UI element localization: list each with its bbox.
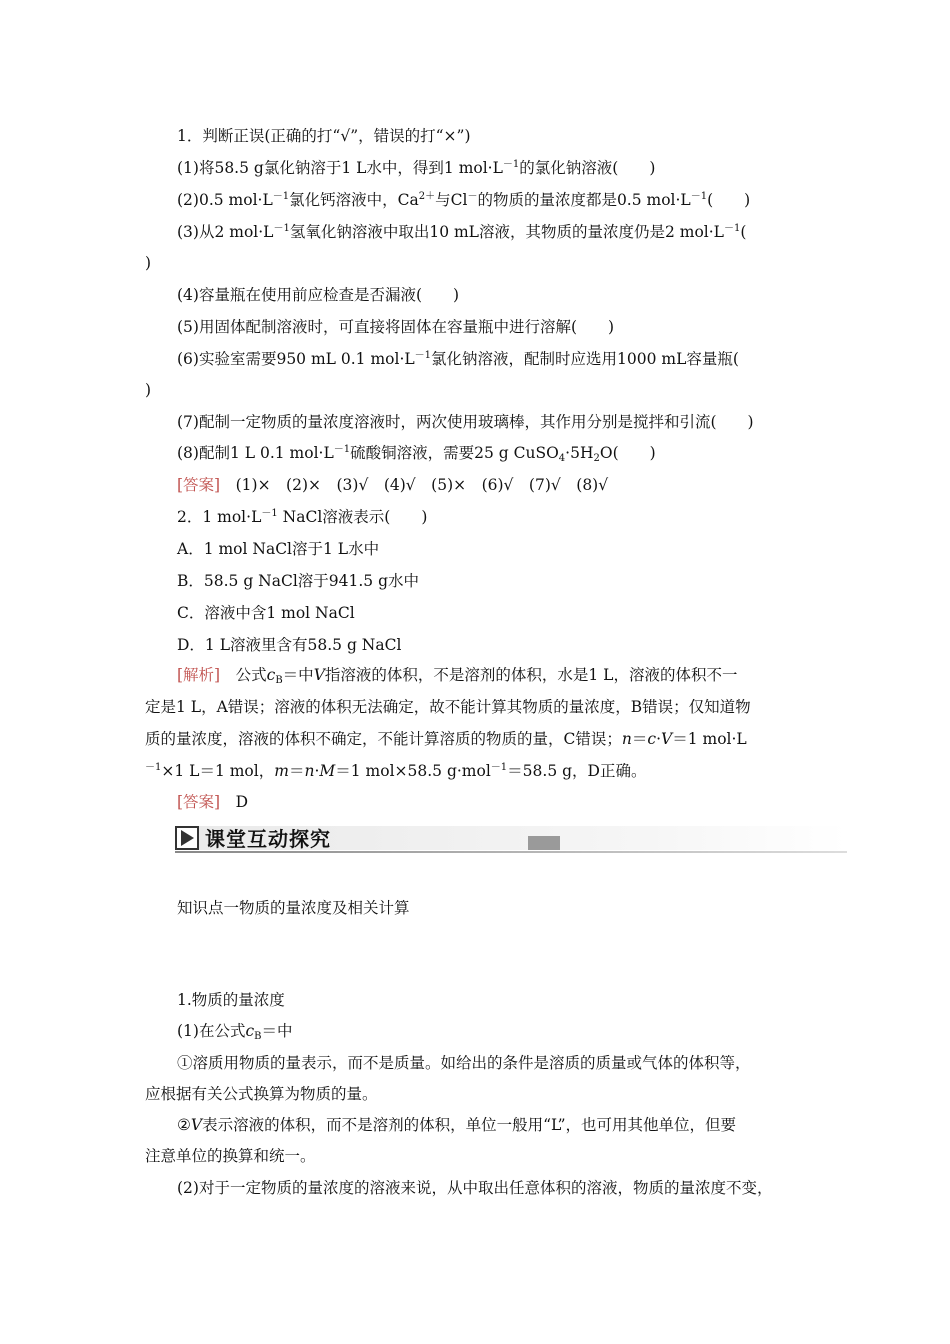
section-para-4: (2)对于一定物质的量浓度的溶液来说，从中取出任意体积的溶液，物质的量浓度不变，	[177, 1179, 773, 1197]
section-para-2-cont: 应根据有关公式换算为物质的量。	[145, 1085, 378, 1103]
section-para-3-cont: 注意单位的换算和统一。	[145, 1147, 316, 1165]
q1-item-5: (5)用固体配制溶液时，可直接将固体在容量瓶中进行溶解( )	[177, 318, 615, 336]
q1-answer: [答案] (1)× (2)× (3)√ (4)√ (5)× (6)√ (7)√ (8)√	[177, 476, 609, 494]
q1-item-3: (3)从2 $mol\cdot L^{-1}$氢氧化钠溶液中取出10 mL溶液，其物质的量浓度仍是2 $mol\cdot L^{-1}$(	[177, 223, 747, 241]
q1-item-6: (6)实验室需要950 mL 0.1 $mol\cdot L^{-1}$氯化钠溶液，配制时应选用1000 mL容量瓶(	[177, 350, 739, 368]
q2-analysis-line-4: $^{-1}$×1 L＝1 mol，m＝n·M＝1 mol×58.5 g·mol$^{-1}$＝58.5 g，D正确。	[145, 762, 647, 780]
section-banner	[175, 824, 847, 854]
banner-block	[528, 836, 560, 850]
q2-analysis-line-1: [解析] 公式$c_B=$中V指溶液的体积，不是溶剂的体积，水是1 L，溶液的体积不一	[177, 666, 738, 686]
q2-analysis-line-2: 定是1 L，A错误；溶液的体积无法确定，故不能计算其物质的量浓度，B错误；仅知道物	[145, 698, 751, 716]
answer-tag: [答案]	[177, 793, 221, 811]
section-para-2: ①溶质用物质的量表示，而不是质量。如给出的条件是溶质的质量或气体的体积等，	[177, 1054, 751, 1072]
q1-item-4: (4)容量瓶在使用前应检查是否漏液( )	[177, 286, 460, 304]
q1-item-8: (8)配制1 L 0.1 $mol\cdot L^{-1}$硫酸铜溶液，需要25 g $CuSO_4\cdot 5H_2O$( )	[177, 444, 656, 464]
knowledge-point-title: 知识点一物质的量浓度及相关计算	[177, 899, 410, 917]
q2-option-a: A．1 mol NaCl溶于1 L水中	[177, 540, 380, 558]
q2-answer: [答案] D	[177, 793, 249, 811]
q2-stem: 2．1 $mol\cdot L^{-1}$ NaCl溶液表示( )	[177, 508, 428, 526]
section-heading-1: 1.物质的量浓度	[177, 991, 285, 1009]
q1-item-3-cont: )	[145, 254, 152, 272]
banner-title: 课堂互动探究	[205, 827, 331, 851]
q2-analysis-line-3: 质的量浓度，溶液的体积不确定，不能计算溶质的物质的量，C错误；n＝c·V＝1 mol·L	[145, 730, 747, 748]
section-para-3: ②V表示溶液的体积，而不是溶剂的体积，单位一般用“L”，也可用其他单位，但要	[177, 1116, 737, 1134]
section-para-1: (1)在公式$c_B=$中	[177, 1022, 293, 1042]
analysis-tag: [解析]	[177, 666, 221, 684]
q1-heading: 1．判断正误(正确的打“√”，错误的打“×”)	[177, 127, 471, 145]
q1-item-7: (7)配制一定物质的量浓度溶液时，两次使用玻璃棒，其作用分别是搅拌和引流( )	[177, 413, 754, 431]
play-arrow-icon	[175, 826, 199, 850]
q2-option-b: B．58.5 g NaCl溶于941.5 g水中	[177, 572, 420, 590]
q1-item-1: (1)将58.5 g氯化钠溶于1 L水中，得到1 $mol\cdot L^{-1}$的氯化钠溶液( )	[177, 159, 656, 177]
answer-tag: [答案]	[177, 476, 221, 494]
q1-item-6-cont: )	[145, 381, 152, 399]
q2-option-c: C．溶液中含1 mol NaCl	[177, 604, 355, 622]
q1-item-2: (2)0.5 $mol\cdot L^{-1}$氯化钙溶液中，$Ca^{2+}$与Cl－的物质的量浓度都是0.5 $mol\cdot L^{-1}$( )	[177, 191, 751, 209]
q2-option-d: D．1 L溶液里含有58.5 g NaCl	[177, 636, 402, 654]
